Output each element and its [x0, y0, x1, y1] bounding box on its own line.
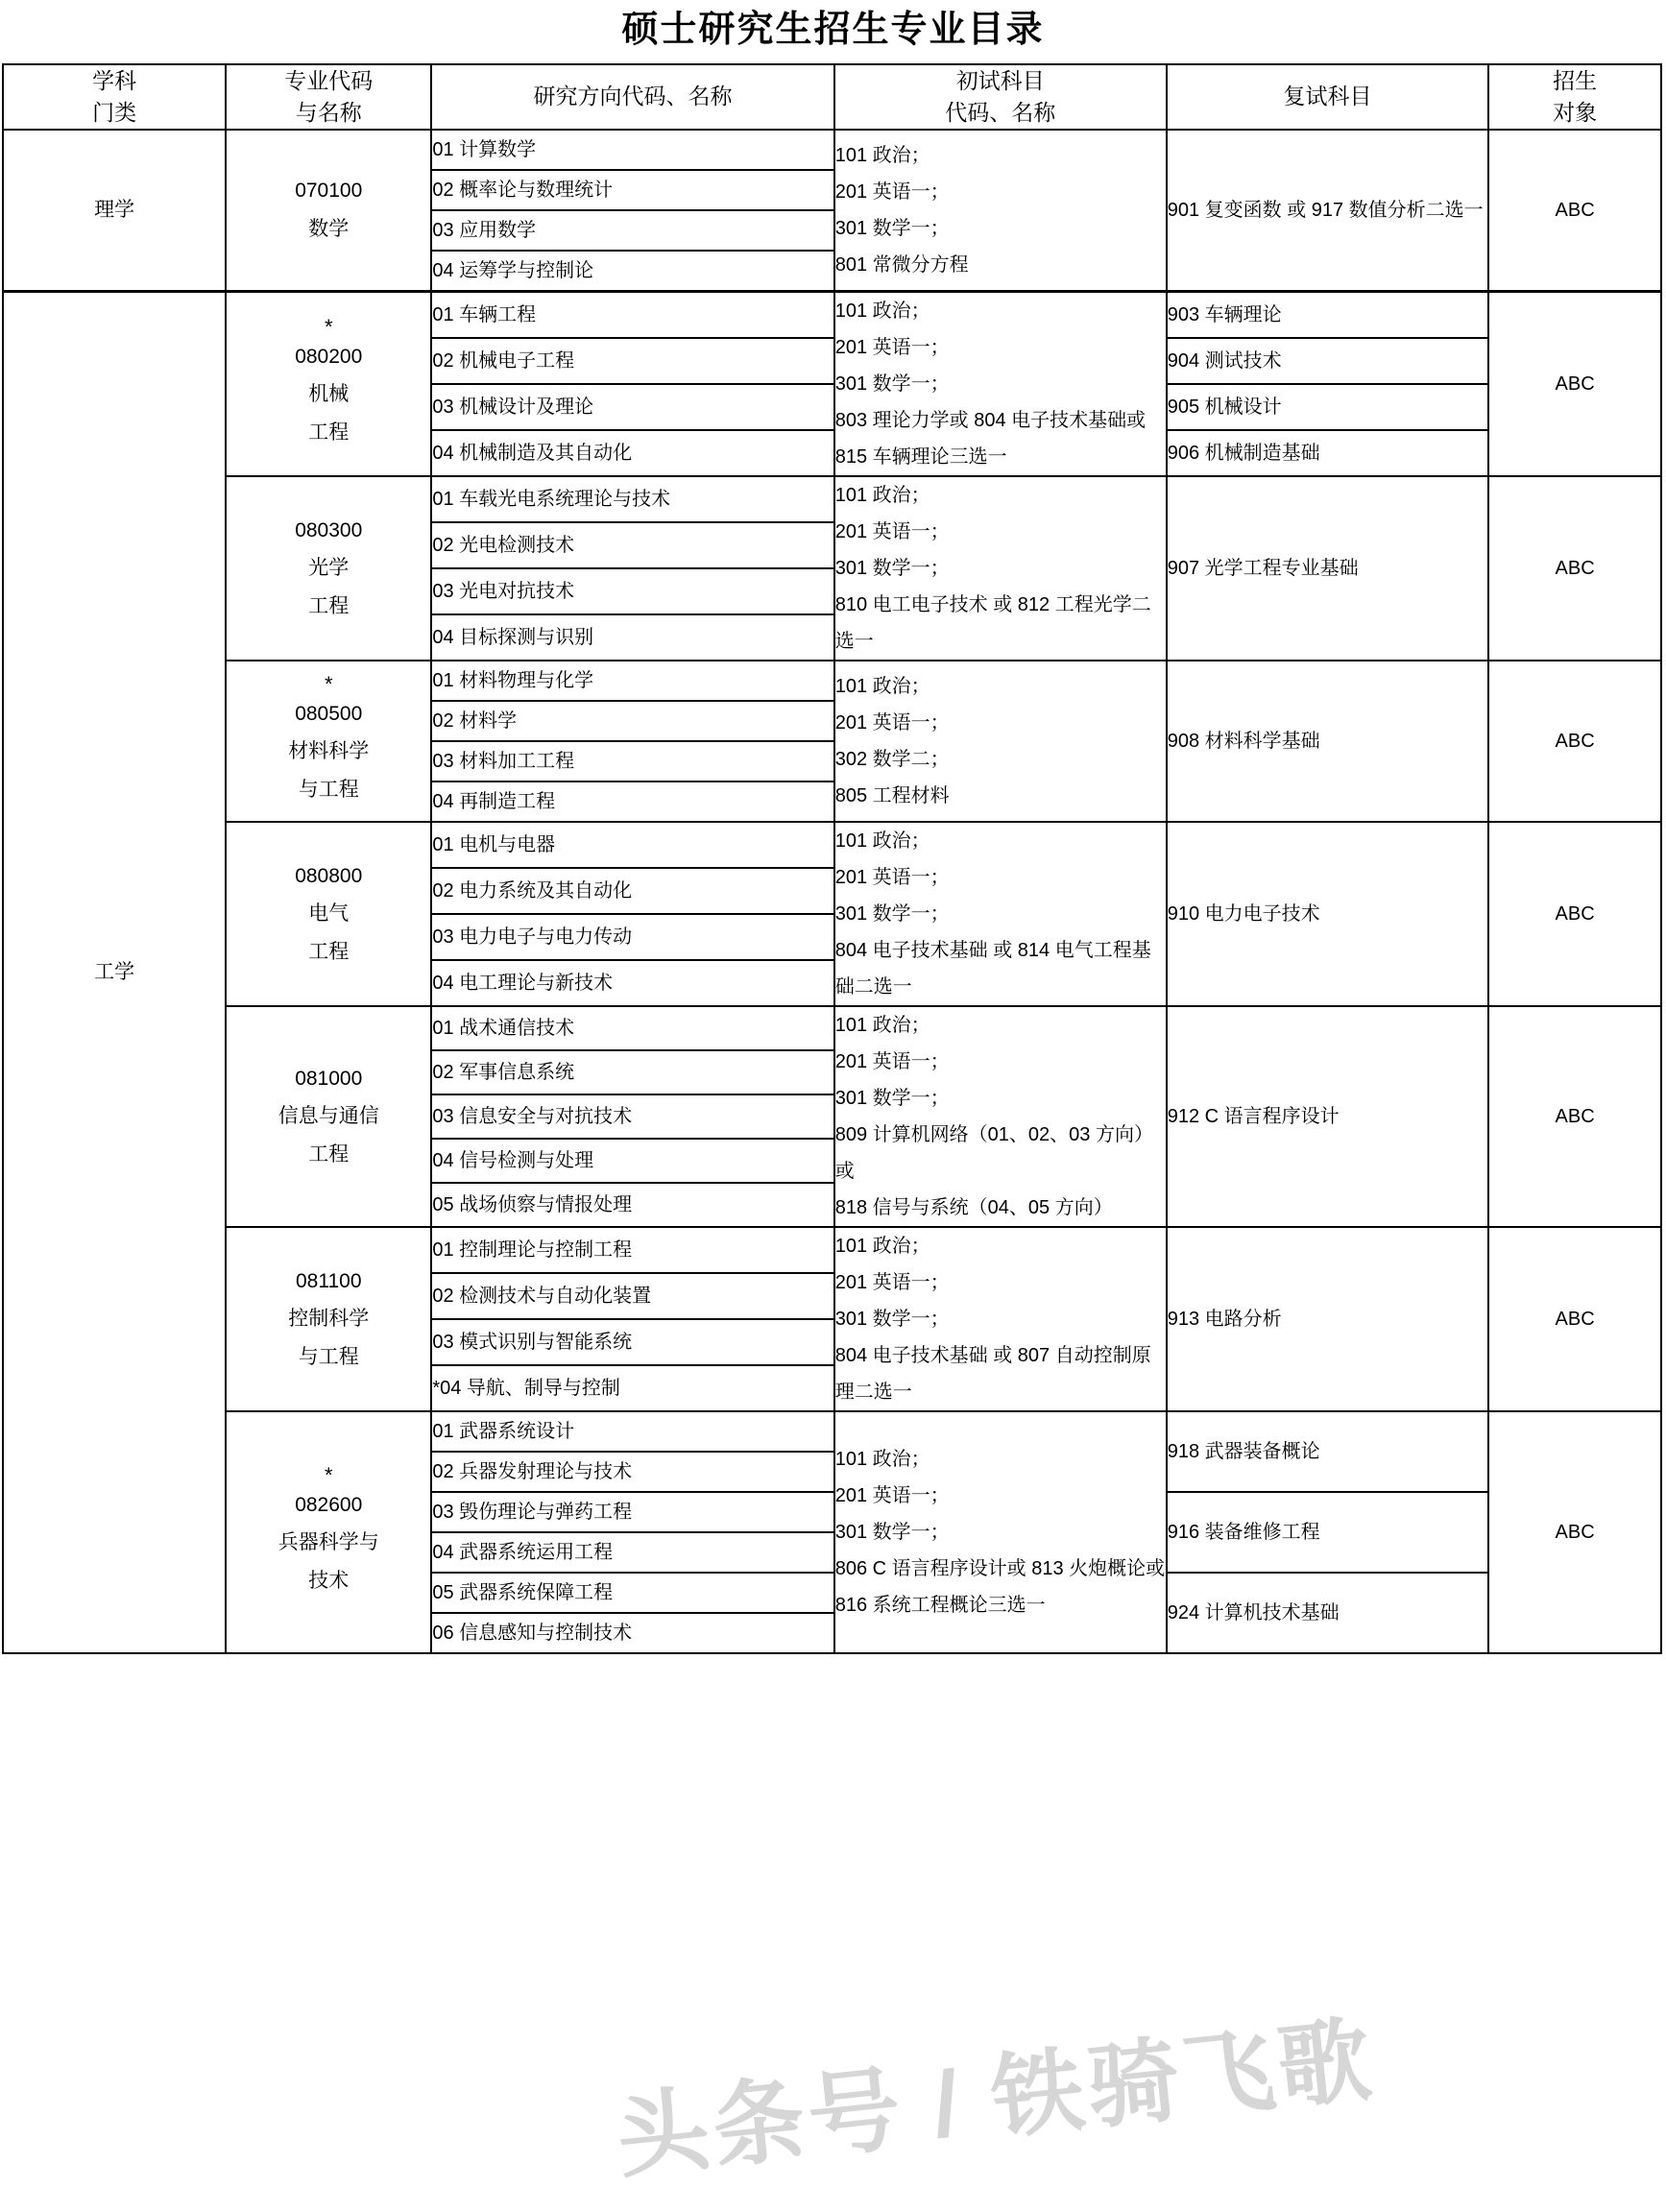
cell-research-direction: 02 概率论与数理统计	[431, 170, 833, 210]
cell-research-direction: 04 运筹学与控制论	[431, 251, 833, 292]
header-initial-line1: 初试科目	[955, 67, 1045, 93]
cell-research-direction: 02 机械电子工程	[431, 338, 833, 384]
header-initial-exam	[834, 64, 1167, 131]
cell-research-direction: 02 军事信息系统	[431, 1050, 833, 1094]
initial-exam-subject: 301 数学一；	[834, 373, 950, 396]
header-row	[3, 64, 1661, 131]
header-target	[1488, 64, 1661, 131]
cell-research-direction: 01 控制理论与控制工程	[431, 1227, 833, 1273]
initial-exam-subject: 301 数学一；	[834, 903, 950, 926]
initial-exam-subject: 101 政治；	[834, 301, 930, 323]
initial-exam-subject: 201 英语一；	[834, 1485, 950, 1507]
cell-major-code-name	[226, 661, 431, 822]
cell-retest-subject: 903 车辆理论	[1167, 292, 1489, 339]
cell-retest-subject: 907 光学工程专业基础	[1167, 476, 1489, 661]
initial-exam-subject: 201 英语一；	[834, 1272, 950, 1294]
cell-research-direction: 02 检测技术与自动化装置	[431, 1273, 833, 1319]
major-name-line: 与工程	[298, 779, 359, 802]
cell-research-direction: 03 机械设计及理论	[431, 384, 833, 430]
initial-exam-subject: 809 计算机网络（01、02、03 方向）或	[834, 1124, 1153, 1183]
initial-exam-subject: 804 电子技术基础 或 814 电气工程基础二选一	[834, 940, 1151, 998]
cell-research-direction: 05 武器系统保障工程	[431, 1573, 833, 1613]
cell-research-direction: 04 武器系统运用工程	[431, 1532, 833, 1573]
table-row	[3, 130, 1661, 170]
cell-retest-subject: 912 C 语言程序设计	[1167, 1006, 1489, 1227]
initial-exam-subject: 806 C 语言程序设计或 813 火炮概论或 816 系统工程概论三选一	[834, 1558, 1166, 1617]
cell-research-direction: 02 电力系统及其自动化	[431, 868, 833, 914]
initial-exam-subject: 201 英语一；	[834, 712, 950, 734]
initial-exam-subject: 201 英语一；	[834, 1051, 950, 1073]
initial-exam-subject: 101 政治；	[834, 676, 930, 698]
initial-exam-subject: 818 信号与系统（04、05 方向）	[834, 1197, 1113, 1219]
initial-exam-subject: 101 政治；	[834, 1449, 930, 1471]
cell-research-direction: 01 计算数学	[431, 130, 833, 170]
cell-research-direction: 04 再制造工程	[431, 781, 833, 822]
table-row	[3, 822, 1661, 868]
table-row	[3, 1006, 1661, 1050]
cell-research-direction: 02 材料学	[431, 701, 833, 741]
cell-initial-exam-subjects	[834, 661, 1167, 822]
table-row	[3, 1227, 1661, 1273]
major-name-line: 信息与通信	[278, 1105, 379, 1128]
table-body	[3, 130, 1661, 1653]
initial-exam-subject: 801 常微分方程	[834, 254, 969, 276]
initial-exam-subject: 810 电工电子技术 或 812 工程光学二选一	[834, 594, 1151, 653]
cell-admission-target: ABC	[1488, 1411, 1661, 1653]
cell-admission-target: ABC	[1488, 476, 1661, 661]
major-name-line: 光学	[308, 557, 350, 580]
cell-major-code-name	[226, 130, 431, 292]
cell-research-direction: 04 目标探测与识别	[431, 614, 833, 661]
initial-exam-subject: 101 政治；	[834, 485, 930, 507]
header-major	[226, 64, 431, 131]
page-title: 硕士研究生招生专业目录	[621, 10, 1045, 50]
initial-exam-subject: 201 英语一；	[834, 337, 950, 359]
major-code: 080800	[295, 864, 363, 887]
cell-research-direction: 03 毁伤理论与弹药工程	[431, 1492, 833, 1532]
major-code: 081100	[295, 1269, 362, 1292]
header-direction: 研究方向代码、名称	[431, 64, 833, 131]
cell-research-direction: 02 兵器发射理论与技术	[431, 1452, 833, 1492]
major-name-line: 工程	[308, 421, 350, 445]
table-header	[3, 64, 1661, 131]
major-name-line: 电气	[308, 902, 350, 926]
cell-initial-exam-subjects	[834, 130, 1167, 292]
cell-retest-subject: 916 装备维修工程	[1167, 1492, 1489, 1573]
major-code: 082600	[295, 1493, 363, 1516]
cell-research-direction: 02 光电检测技术	[431, 522, 833, 568]
cell-research-direction: 03 材料加工工程	[431, 741, 833, 781]
major-star-marker: *	[324, 671, 333, 696]
major-star-marker: *	[324, 1462, 333, 1487]
table-row	[3, 476, 1661, 522]
header-retest: 复试科目	[1167, 64, 1489, 131]
cell-major-code-name	[226, 476, 431, 661]
cell-major-code-name	[226, 1411, 431, 1653]
initial-exam-subject: 201 英语一；	[834, 521, 950, 543]
major-name-line: 工程	[308, 595, 350, 618]
initial-exam-subject: 301 数学一；	[834, 1522, 950, 1544]
cell-retest-subject: 908 材料科学基础	[1167, 661, 1489, 822]
cell-retest-subject: 910 电力电子技术	[1167, 822, 1489, 1006]
header-discipline-line2: 门类	[92, 100, 137, 126]
cell-major-code-name	[226, 1006, 431, 1227]
initial-exam-subject: 301 数学一；	[834, 218, 950, 240]
cell-retest-subject: 901 复变函数 或 917 数值分析二选一	[1167, 130, 1489, 292]
header-target-line1: 招生	[1553, 67, 1598, 93]
cell-research-direction: 03 电力电子与电力传动	[431, 914, 833, 960]
cell-admission-target: ABC	[1488, 292, 1661, 477]
initial-exam-subject: 805 工程材料	[834, 785, 950, 807]
major-code: 080200	[295, 345, 363, 368]
initial-exam-subject: 302 数学二；	[834, 749, 950, 771]
initial-exam-subject: 101 政治；	[834, 830, 930, 853]
watermark-text: 头条号 / 铁骑飞歌	[612, 2008, 1380, 2191]
cell-retest-subject: 913 电路分析	[1167, 1227, 1489, 1411]
initial-exam-subject: 301 数学一；	[834, 1309, 950, 1331]
cell-major-code-name	[226, 292, 431, 477]
cell-admission-target: ABC	[1488, 130, 1661, 292]
cell-research-direction: 01 车载光电系统理论与技术	[431, 476, 833, 522]
cell-retest-subject: 918 武器装备概论	[1167, 1411, 1489, 1492]
cell-research-direction: 04 电工理论与新技术	[431, 960, 833, 1006]
cell-research-direction: 04 机械制造及其自动化	[431, 430, 833, 476]
cell-research-direction: 04 信号检测与处理	[431, 1139, 833, 1183]
major-code: 081000	[295, 1067, 363, 1090]
major-name-line: 材料科学	[288, 740, 370, 763]
cell-admission-target: ABC	[1488, 661, 1661, 822]
cell-retest-subject: 904 测试技术	[1167, 338, 1489, 384]
cell-discipline: 理学	[3, 130, 226, 292]
header-major-line2: 与名称	[295, 100, 362, 126]
cell-research-direction: 03 光电对抗技术	[431, 568, 833, 614]
cell-initial-exam-subjects	[834, 1006, 1167, 1227]
initial-exam-subject: 803 理论力学或 804 电子技术基础或 815 车辆理论三选一	[834, 410, 1147, 469]
header-major-line1: 专业代码	[284, 67, 374, 93]
major-name-line: 控制科学	[288, 1308, 370, 1331]
cell-research-direction: *04 导航、制导与控制	[431, 1365, 833, 1411]
cell-initial-exam-subjects	[834, 1227, 1167, 1411]
cell-major-code-name	[226, 822, 431, 1006]
cell-initial-exam-subjects	[834, 822, 1167, 1006]
cell-admission-target: ABC	[1488, 1006, 1661, 1227]
cell-retest-subject: 905 机械设计	[1167, 384, 1489, 430]
cell-retest-subject: 924 计算机技术基础	[1167, 1573, 1489, 1653]
cell-research-direction: 01 材料物理与化学	[431, 661, 833, 701]
table-row	[3, 661, 1661, 701]
initial-exam-subject: 804 电子技术基础 或 807 自动控制原理二选一	[834, 1345, 1151, 1404]
cell-retest-subject: 906 机械制造基础	[1167, 430, 1489, 476]
header-target-line2: 对象	[1553, 100, 1598, 126]
initial-exam-subject: 201 英语一；	[834, 867, 950, 889]
cell-research-direction: 01 武器系统设计	[431, 1411, 833, 1452]
cell-research-direction: 03 信息安全与对抗技术	[431, 1094, 833, 1139]
initial-exam-subject: 101 政治；	[834, 1236, 930, 1258]
table-row	[3, 1411, 1661, 1452]
major-name-line: 机械	[308, 383, 350, 406]
major-code: 080300	[295, 518, 363, 541]
cell-initial-exam-subjects	[834, 476, 1167, 661]
cell-research-direction: 01 电机与电器	[431, 822, 833, 868]
table-row	[3, 292, 1661, 339]
major-name-line: 技术	[308, 1570, 350, 1593]
initial-exam-subject: 201 英语一；	[834, 181, 950, 204]
header-discipline-line1: 学科	[92, 67, 137, 93]
cell-admission-target: ABC	[1488, 822, 1661, 1006]
cell-initial-exam-subjects	[834, 1411, 1167, 1653]
initial-exam-subject: 101 政治；	[834, 145, 930, 167]
cell-initial-exam-subjects	[834, 292, 1167, 477]
major-name-line: 工程	[308, 941, 350, 964]
major-code: 070100	[295, 180, 363, 203]
major-star-marker: *	[324, 314, 333, 339]
admissions-catalog-table	[2, 63, 1662, 1655]
cell-research-direction: 06 信息感知与控制技术	[431, 1613, 833, 1653]
cell-major-code-name	[226, 1227, 431, 1411]
major-name-line: 工程	[308, 1143, 350, 1166]
cell-research-direction: 05 战场侦察与情报处理	[431, 1183, 833, 1227]
major-name-line: 与工程	[298, 1346, 359, 1369]
major-name-line: 兵器科学与	[278, 1531, 379, 1554]
cell-research-direction: 03 应用数学	[431, 210, 833, 251]
initial-exam-subject: 101 政治；	[834, 1015, 930, 1037]
major-code: 080500	[295, 702, 363, 725]
major-name-line: 数学	[308, 218, 350, 241]
cell-discipline: 工学	[3, 292, 226, 1654]
cell-admission-target: ABC	[1488, 1227, 1661, 1411]
header-initial-line2: 代码、名称	[945, 100, 1056, 126]
cell-research-direction: 01 车辆工程	[431, 292, 833, 339]
cell-research-direction: 03 模式识别与智能系统	[431, 1319, 833, 1365]
header-discipline	[3, 64, 226, 131]
initial-exam-subject: 301 数学一；	[834, 558, 950, 580]
initial-exam-subject: 301 数学一；	[834, 1088, 950, 1110]
cell-research-direction: 01 战术通信技术	[431, 1006, 833, 1050]
